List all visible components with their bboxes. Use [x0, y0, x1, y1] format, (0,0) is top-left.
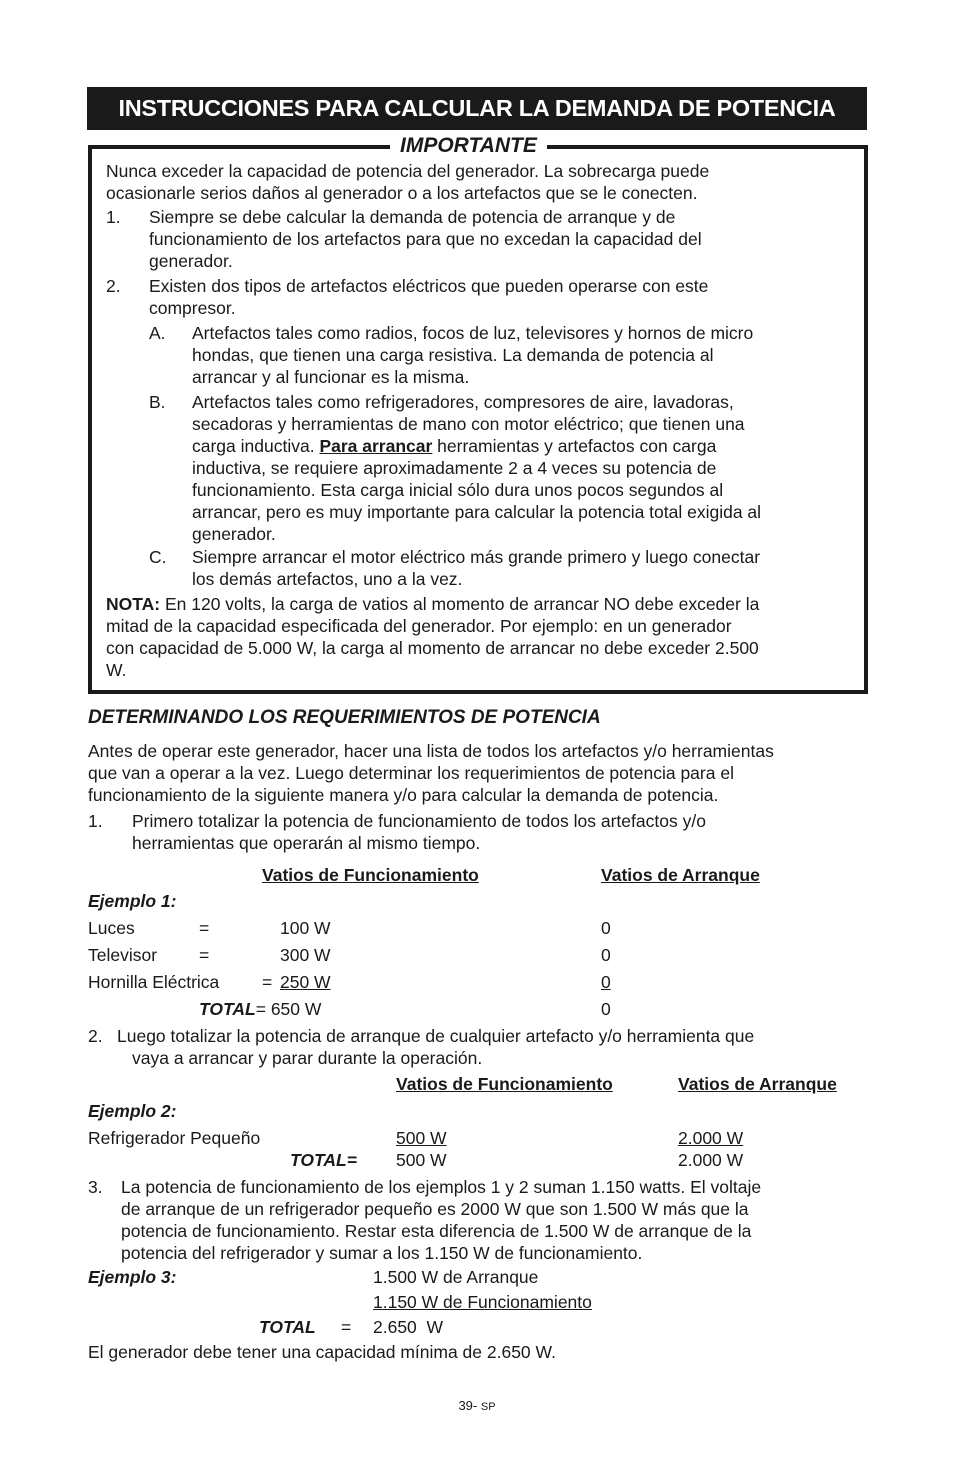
sub-item-b: Artefactos tales como refrigeradores, compresores de aire, lavadoras, secadoras y herramientas de mano con motor eléctrico; que tienen una carga inductiva. Para arrancar herramientas y artefactos con carga inductiva, se requiere aproximadamente 2 a 4 veces su potencia de funcionamiento. Esta carga inicial sólo dura unos pocos segundos al arrancar, pero es muy importante para calcular la potencia total exigida al generador.: [192, 392, 762, 544]
ex3-label: Ejemplo 3:: [88, 1267, 177, 1287]
page-title: INSTRUCCIONES PARA CALCULAR LA DEMANDA DE POTENCIA: [87, 87, 867, 130]
ex3-total-eq: =: [341, 1317, 352, 1337]
ex1-row-name: Luces: [88, 918, 135, 938]
conclusion: El generador debe tener una capacidad mínima de 2.650 W.: [88, 1342, 556, 1362]
important-item-2-num: 2.: [106, 276, 121, 296]
nota: NOTA: En 120 volts, la carga de vatios al momento de arrancar NO debe exceder la mitad de la capacidad especificada del generador. Por ejemplo: en un generador con capacidad de 5.000 W, la carga al momento de arrancar no debe exceder 2.500 W.: [106, 594, 760, 680]
ex1-row-run: 100 W: [280, 918, 331, 938]
ex2-total-label: TOTAL=: [290, 1150, 357, 1170]
ex2-row-run: 500 W: [396, 1128, 447, 1148]
ex3-line-1: 1.500 W de Arranque: [373, 1267, 539, 1287]
ex1-col-run-header: Vatios de Funcionamiento: [262, 865, 479, 885]
sub-item-a-letter: A.: [149, 323, 166, 343]
section-heading: DETERMINANDO LOS REQUERIMIENTOS DE POTENCIA: [88, 707, 601, 728]
ex1-row-start: 0: [601, 918, 611, 938]
ex1-row-eq: =: [199, 918, 210, 938]
ex1-row-eq: =: [262, 972, 273, 992]
ex2-row-name: Refrigerador Pequeño: [88, 1128, 261, 1148]
ex1-label: Ejemplo 1:: [88, 891, 177, 911]
step-3-num: 3.: [88, 1177, 103, 1197]
step-2: Luego totalizar la potencia de arranque de cualquier artefacto y/o herramienta que vaya a arrancar y parar durante la operación.: [117, 1026, 755, 1068]
ex1-row-start: 0: [601, 945, 611, 965]
ex1-row-name: Hornilla Eléctrica: [88, 972, 220, 992]
step-3: La potencia de funcionamiento de los ejemplos 1 y 2 suman 1.150 watts. El voltaje de arranque de un refrigerador pequeño es 2000 W que son 1.500 W más que la potencia de funcionamiento. Restar esta diferencia de 1.500 W de arranque de la potencia del refrigerador y sumar a los 1.150 W de funcionamiento.: [121, 1177, 762, 1263]
important-item-2: Existen dos tipos de artefactos eléctricos que pueden operarse con este compresor.: [149, 276, 709, 318]
step-1-num: 1.: [88, 811, 103, 831]
step-1: Primero totalizar la potencia de funcionamiento de todos los artefactos y/o herramientas que operarán al mismo tiempo.: [132, 811, 706, 853]
sub-item-b-letter: B.: [149, 392, 166, 412]
ex2-total-start: 2.000 W: [678, 1150, 744, 1170]
ex3-line-2: 1.150 W de Funcionamiento: [373, 1292, 592, 1312]
ex1-total: TOTAL= 650 W: [199, 999, 322, 1019]
ex2-label: Ejemplo 2:: [88, 1101, 177, 1121]
sub-item-c: Siempre arrancar el motor eléctrico más grande primero y luego conectar los demás artefactos, uno a la vez.: [192, 547, 761, 589]
ex1-row-eq: =: [199, 945, 210, 965]
ex3-total-label: TOTAL: [259, 1317, 316, 1337]
ex2-row-start: 2.000 W: [678, 1128, 744, 1148]
ex1-row-run: 300 W: [280, 945, 331, 965]
important-item-1: Siempre se debe calcular la demanda de potencia de arranque y de funcionamiento de los artefactos para que no excedan la capacidad del generador.: [149, 207, 702, 271]
section-intro: Antes de operar este generador, hacer una lista de todos los artefactos y/o herramientas que van a operar a la vez. Luego determinar los requerimientos de potencia para el funcionamiento de la siguiente manera y/o para calcular la demanda de potencia.: [88, 741, 774, 805]
page-number: 39- SP: [458, 1398, 496, 1413]
ex2-col-start-header: Vatios de Arranque: [678, 1074, 837, 1094]
ex1-col-start-header: Vatios de Arranque: [601, 865, 760, 885]
ex2-col-run-header: Vatios de Funcionamiento: [396, 1074, 613, 1094]
sub-item-c-letter: C.: [149, 547, 167, 567]
ex3-total-value: 2.650 W: [373, 1317, 444, 1337]
important-heading: IMPORTANTE: [390, 133, 547, 159]
ex1-row-run: 250 W: [280, 972, 331, 992]
ex2-total-run: 500 W: [396, 1150, 447, 1170]
important-intro: Nunca exceder la capacidad de potencia del generador. La sobrecarga puede ocasionarle serios daños al generador o a los artefactos que se le conecten.: [106, 161, 710, 203]
important-item-1-num: 1.: [106, 207, 121, 227]
sub-item-a: Artefactos tales como radios, focos de luz, televisores y hornos de micro hondas, que tienen una carga resistiva. La demanda de potencia al arrancar y al funcionar es la misma.: [192, 323, 754, 387]
ex1-total-start: 0: [601, 999, 611, 1019]
step-2-num: 2.: [88, 1026, 103, 1046]
ex1-row-start: 0: [601, 972, 611, 992]
ex1-row-name: Televisor: [88, 945, 158, 965]
